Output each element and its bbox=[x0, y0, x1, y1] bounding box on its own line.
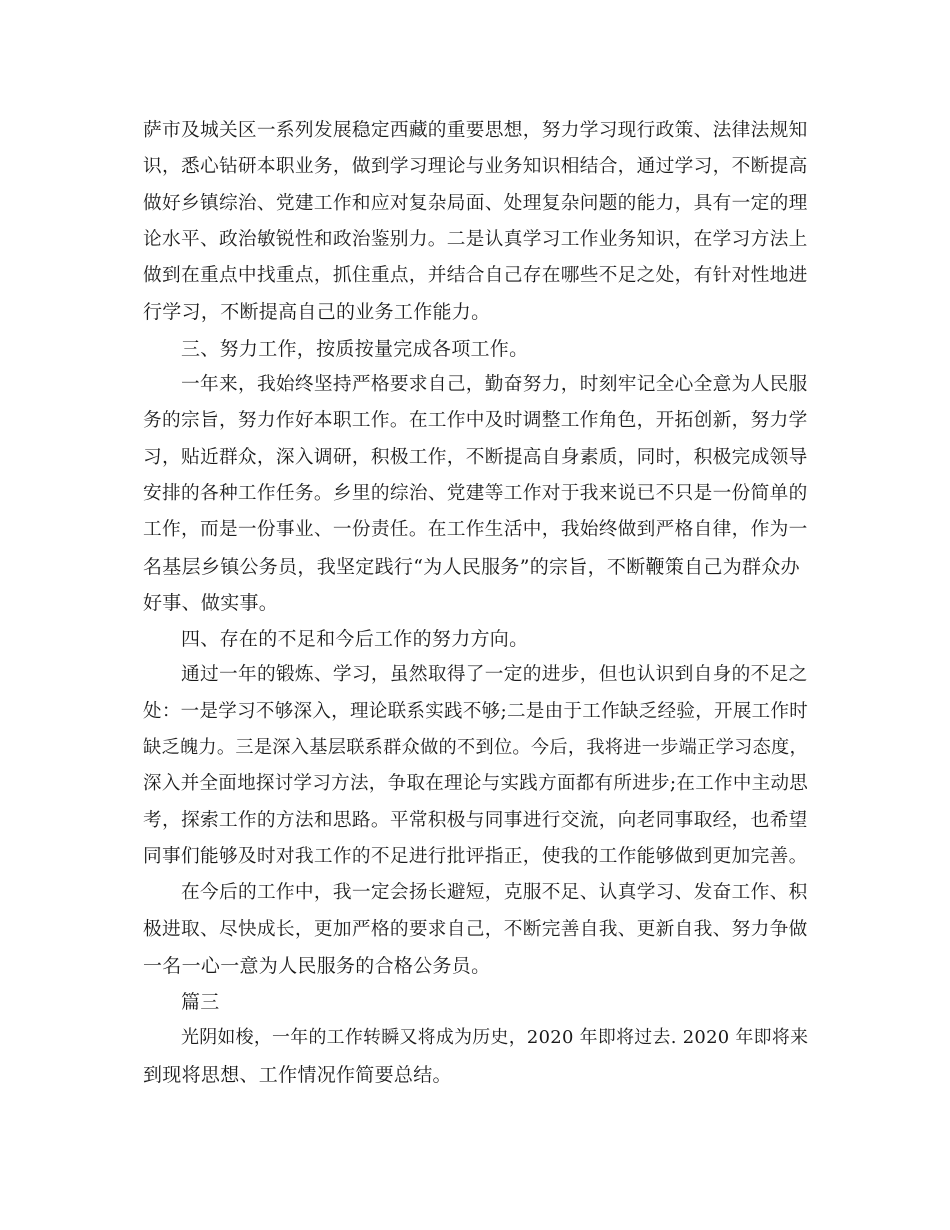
text-line: 习，贴近群众，深入调研，积极工作，不断提高自身素质，同时，积极完成领导 bbox=[143, 446, 808, 468]
text-line: 萨市及城关区一系列发展稳定西藏的重要思想，努力学习现行政策、法律法规知 bbox=[143, 120, 808, 141]
text-line: 务的宗旨，努力作好本职工作。在工作中及时调整工作角色，开拓创新，努力学 bbox=[143, 410, 808, 432]
text-line: 深入并全面地探讨学习方法，争取在理论与实践方面都有所进步;在工作中主动思 bbox=[143, 773, 809, 795]
text-line: 同事们能够及时对我工作的不足进行批评指正，使我的工作能够做到更加完善。 bbox=[143, 845, 808, 867]
section-heading: 四、存在的不足和今后工作的努力方向。 bbox=[181, 628, 529, 651]
text-line: 做到在重点中找重点，抓住重点，并结合自己存在哪些不足之处，有针对性地进 bbox=[143, 265, 808, 287]
text-line: 做好乡镇综治、党建工作和应对复杂局面、处理复杂问题的能力，具有一定的理 bbox=[143, 192, 808, 214]
text-line: 名基层乡镇公务员，我坚定践行“为人民服务”的宗旨，不断鞭策自己为群众办 bbox=[143, 555, 800, 578]
text-line: 好事、做实事。 bbox=[143, 591, 279, 614]
text-line: 处：一是学习不够深入，理论联系实践不够;二是由于工作缺乏经验，开展工作时 bbox=[143, 700, 809, 722]
text-line: 识，悉心钻研本职业务，做到学习理论与业务知识相结合，通过学习，不断提高 bbox=[143, 156, 808, 178]
text-line: 行学习，不断提高自己的业务工作能力。 bbox=[143, 301, 491, 324]
text-line: 一名一心一意为人民服务的合格公务员。 bbox=[143, 954, 491, 977]
text-line: 缺乏魄力。三是深入基层联系群众做的不到位。今后，我将进一步端正学习态度， bbox=[143, 737, 808, 759]
text-line: 工作，而是一份事业、一份责任。在工作生活中，我始终做到严格自律，作为一 bbox=[143, 519, 808, 541]
text-line: 论水平、政治敏锐性和政治鉴别力。二是认真学习工作业务知识，在学习方法上 bbox=[143, 228, 808, 250]
document-body bbox=[143, 113, 808, 1093]
text-line: 在今后的工作中，我一定会扬长避短，克服不足、认真学习、发奋工作、积 bbox=[181, 882, 808, 904]
text-line: 极进取、尽快成长，更加严格的要求自己，不断完善自我、更新自我、努力争做 bbox=[143, 918, 808, 940]
text-line: 光阴如梭，一年的工作转瞬又将成为历史，2020 年即将过去. 2020 年即将来 bbox=[181, 1027, 809, 1049]
text-line: 安排的各种工作任务。乡里的综治、党建等工作对于我来说已不只是一份简单的 bbox=[143, 482, 808, 504]
text-line: 一年来，我始终坚持严格要求自己，勤奋努力，时刻牢记全心全意为人民服 bbox=[181, 374, 808, 396]
text-line: 考，探索工作的方法和思路。平常积极与同事进行交流，向老同事取经，也希望 bbox=[143, 809, 808, 831]
text-line: 到现将思想、工作情况作简要总结。 bbox=[143, 1063, 452, 1086]
section-heading: 三、努力工作，按质按量完成各项工作。 bbox=[181, 337, 529, 360]
section-heading: 篇三 bbox=[181, 991, 220, 1014]
text-line: 通过一年的锻炼、学习，虽然取得了一定的进步，但也认识到自身的不足之 bbox=[181, 664, 808, 686]
